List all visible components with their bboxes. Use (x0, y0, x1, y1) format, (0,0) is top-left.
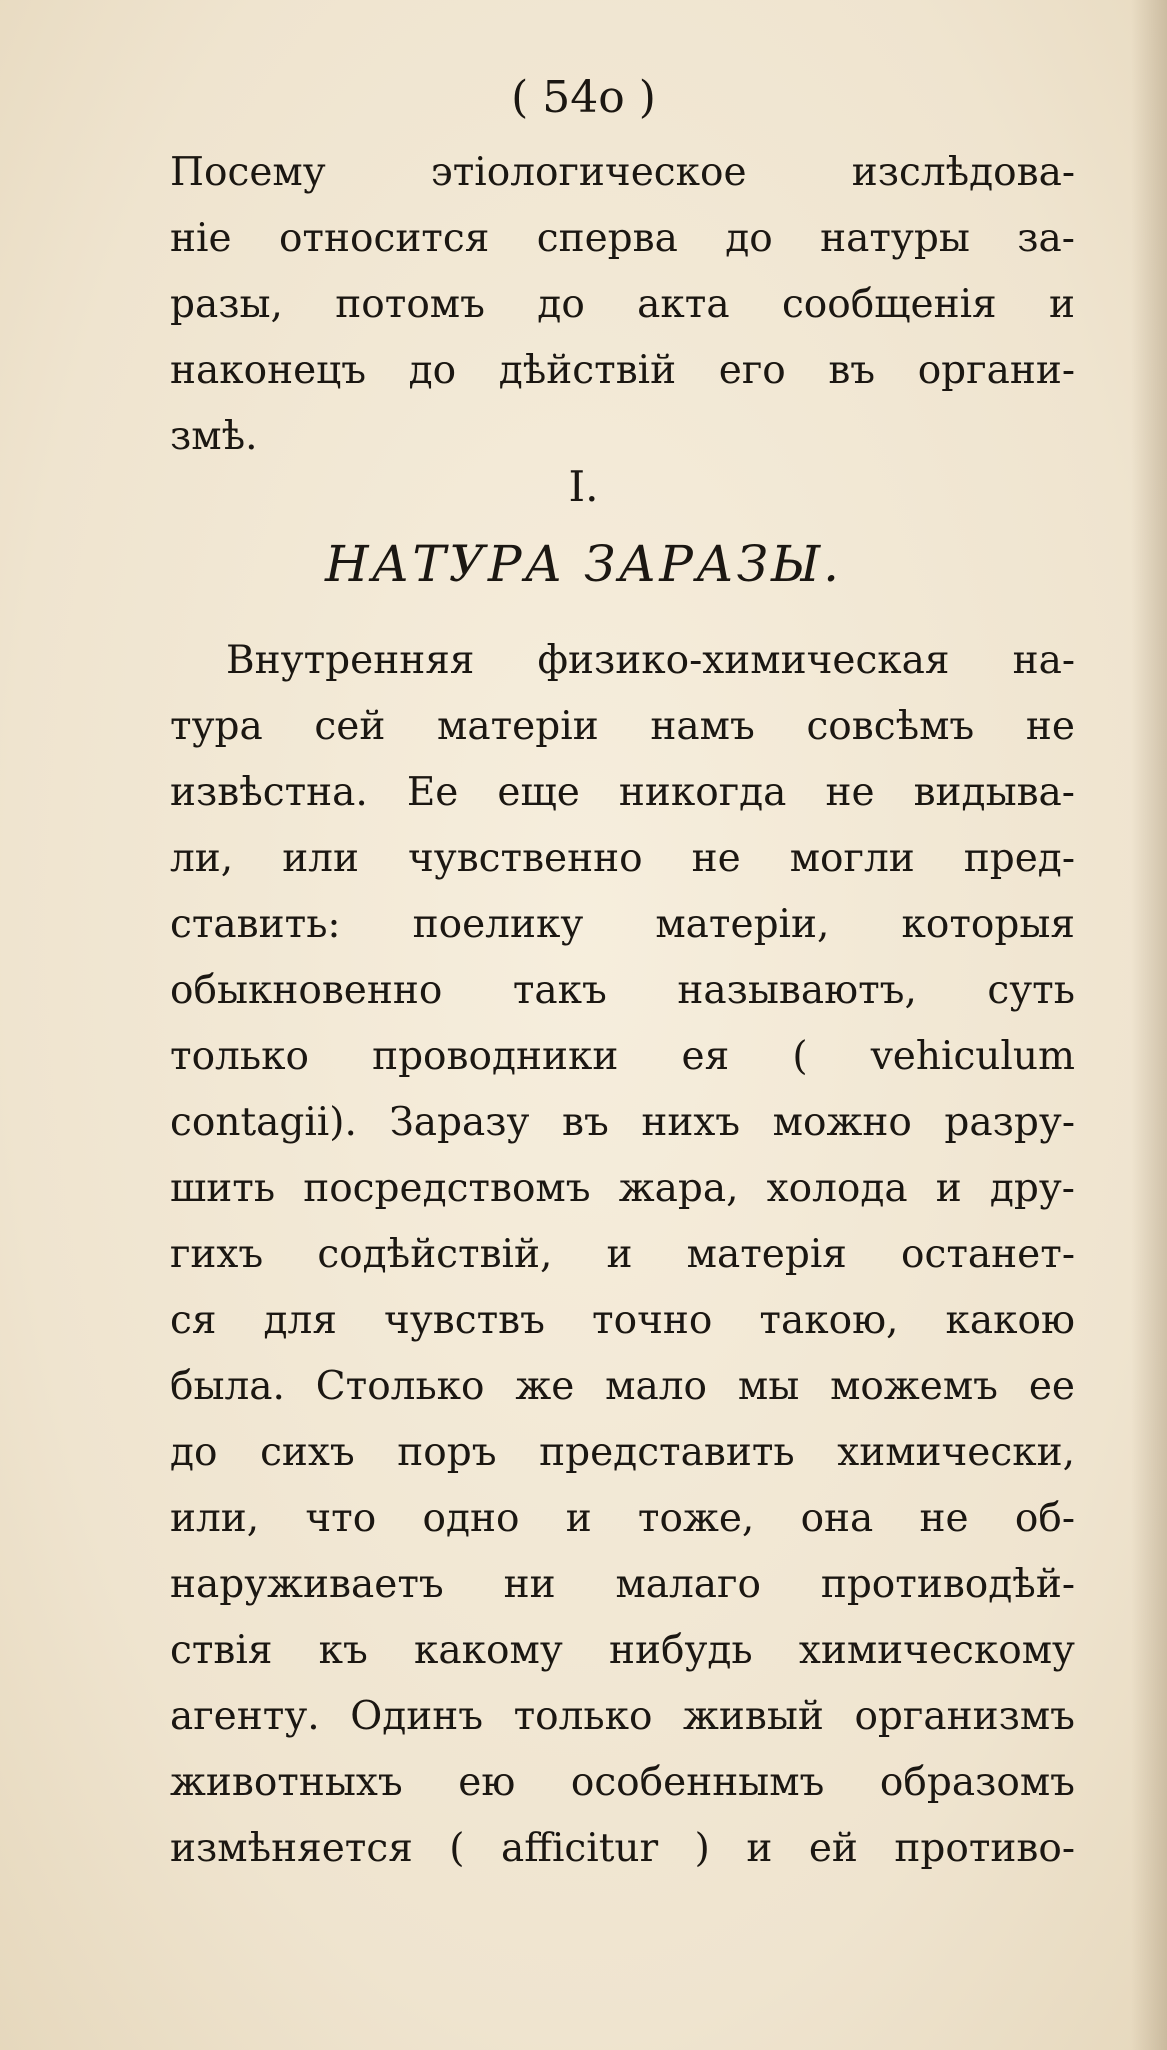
text-line: разы, потомъ до акта сообщенія и (170, 282, 1075, 327)
text-line: змѣ. (170, 414, 258, 459)
text-line: гихъ содѣйствій, и матерія останет- (170, 1232, 1075, 1277)
text-line: ся для чувствъ точно такою, какою (170, 1298, 1075, 1343)
page-edge-shadow (1131, 0, 1167, 2050)
text-line: тура сей матеріи намъ совсѣмъ не (170, 704, 1075, 749)
text-line: животныхъ ею особеннымъ образомъ (170, 1760, 1075, 1805)
section-heading: НАТУРА ЗАРАЗЫ. (324, 535, 843, 593)
text-line: ствія къ какому нибудь химическому (170, 1628, 1075, 1673)
text-line: или, что одно и тоже, она не об- (170, 1496, 1075, 1541)
text-line: ніе относится сперва до натуры за- (170, 216, 1075, 261)
text-line: Внутренняя физико-химическая на- (226, 638, 1075, 683)
text-line: ли, или чувственно не могли пред- (170, 836, 1075, 881)
text-line: Посему этіологическое изслѣдова- (170, 150, 1075, 195)
text-line: ставить: поелику матеріи, которыя (170, 902, 1075, 947)
text-line: была. Столько же мало мы можемъ ее (170, 1364, 1075, 1409)
text-line: contagii). Заразу въ нихъ можно разру- (170, 1100, 1075, 1145)
text-line: шить посредствомъ жара, холода и дру- (170, 1166, 1075, 1211)
text-line: измѣняется ( afficitur ) и ей противо- (170, 1826, 1075, 1871)
page-number: ( 54o ) (511, 72, 656, 123)
text-line: агенту. Одинъ только живый организмъ (170, 1694, 1075, 1739)
intro-paragraph (170, 140, 1075, 470)
text-line: извѣстна. Ее еще никогда не видыва- (170, 770, 1075, 815)
text-line: до сихъ поръ представить химически, (170, 1430, 1075, 1475)
body-paragraph (170, 628, 1075, 1882)
text-line: наруживаетъ ни малаго противодѣй- (170, 1562, 1075, 1607)
text-line: наконецъ до дѣйствій его въ органи- (170, 348, 1075, 393)
text-line: обыкновенно такъ называютъ, суть (170, 968, 1075, 1013)
text-line: только проводники ея ( vehiculum (170, 1034, 1075, 1079)
section-numeral: I. (568, 462, 599, 511)
